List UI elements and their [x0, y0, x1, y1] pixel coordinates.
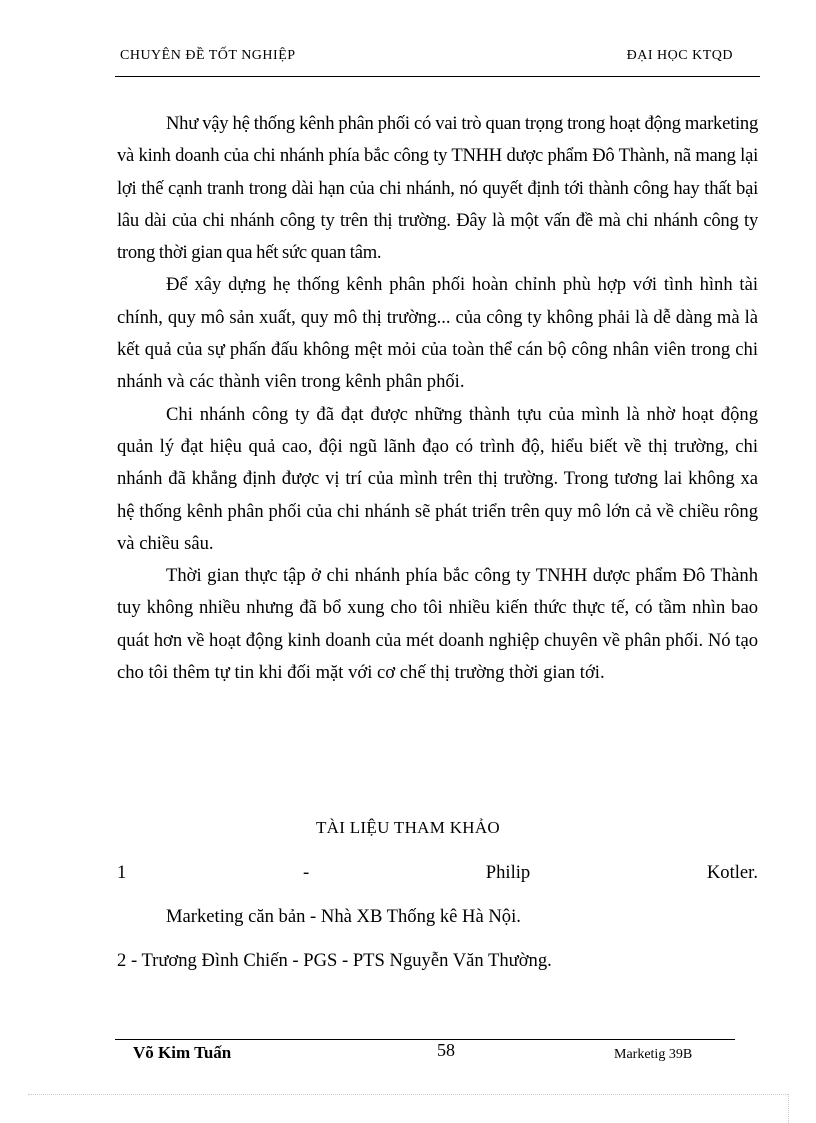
reference-1-line-2: Marketing căn bản - Nhà XB Thống kê Hà Nội.: [166, 906, 521, 927]
footer-class-name: Marketig 39B: [614, 1047, 693, 1062]
reference-1-first-name: Philip: [485, 862, 531, 883]
reference-1-number: 1: [117, 862, 127, 883]
reference-1-dash: -: [302, 862, 310, 883]
paragraph-2: Để xây dựng hẹ thống kênh phân phối hoàn chỉnh phù hợp với tình hình tài chính, quy mô sản xuất, quy mô thị trường... của công ty không phải là dễ dàng mà là kết quả của sự phấn đấu không mệt mỏi của toàn thể cán bộ công nhân viên trong chi nhánh và các thành viên trong kênh phân phối.: [117, 274, 758, 393]
page-number: 58: [437, 1040, 455, 1060]
footer-divider: [115, 1039, 735, 1040]
paragraph-1: Như vậy hệ thống kênh phân phối có vai trò quan trọng trong hoạt động marketing và kinh doanh của chi nhánh phía bắc công ty TNHH dược phẩm Đô Thành, nã mang lại lợi thế cạnh tranh trong dài hạn của chi nhánh, nó quyết định tới thành công hay thất bại lâu dài của chi nhánh công ty trên thị trường. Đây là một vấn đề mà chi nhánh công ty trong thời gian qua hết sức quan tâm.: [117, 113, 758, 264]
page-boundary-vertical: [788, 1094, 789, 1123]
header-divider: [115, 76, 760, 77]
header-right-title: ĐẠI HỌC KTQD: [626, 48, 733, 63]
header-left-title: CHUYÊN ĐỀ TỐT NGHIỆP: [120, 48, 296, 63]
reference-1-line-1: [117, 862, 758, 884]
footer-author: Võ Kim Tuấn: [133, 1043, 232, 1062]
reference-2: 2 - Trương Đình Chiến - PGS - PTS Nguyễn Văn Thường.: [117, 950, 552, 971]
paragraph-3: Chi nhánh công ty đã đạt được những thành tựu của mình là nhờ hoạt động quản lý đạt hiệu quả cao, đội ngũ lãnh đạo có trình độ, hiểu biết về thị trường, chi nhánh đã khẳng định được vị trí của mình trên thị trường. Trong tương lai không xa hệ thống kênh phân phối của chi nhánh sẽ phát triển trên quy mô lớn cả về chiều rông và chiều sâu.: [117, 403, 758, 554]
references-title: TÀI LIỆU THAM KHẢO: [315, 818, 501, 837]
reference-1-last-name: Kotler.: [706, 862, 758, 883]
body-text: [117, 108, 758, 689]
page-boundary-horizontal: [28, 1094, 788, 1095]
paragraph-4: Thời gian thực tập ở chi nhánh phía bắc công ty TNHH dược phẩm Đô Thành tuy không nhiều nhưng đã bổ xung cho tôi nhiều kiến thức thực tế, có tầm nhìn bao quát hơn về hoạt động kinh doanh của mét doanh nghiệp chuyên về phân phối. Nó tạo cho tôi thêm tự tin khi đối mặt với cơ chế thị trường thời gian tới.: [117, 565, 758, 684]
